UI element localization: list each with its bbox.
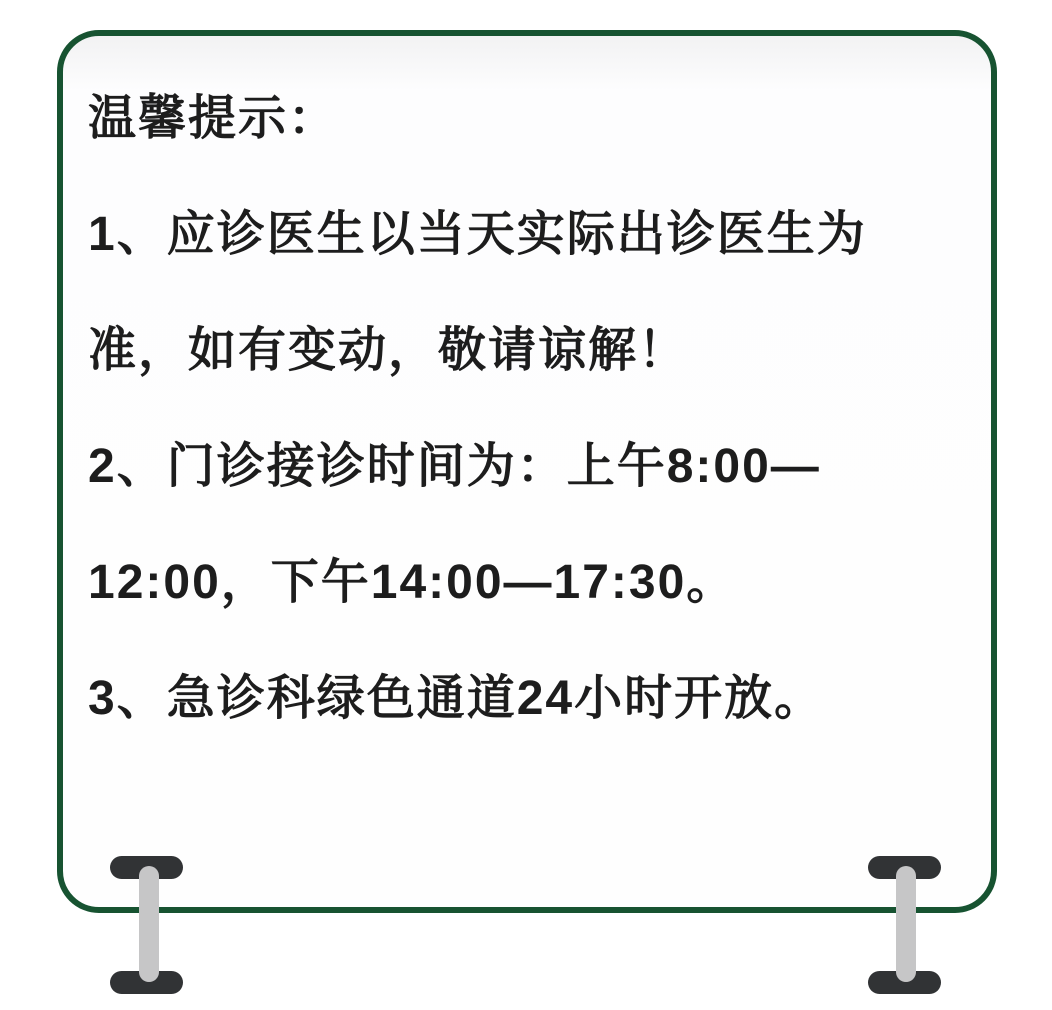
notice-text-block <box>88 92 977 791</box>
notice-line-1: 1、应诊医生以当天实际出诊医生为 <box>88 208 867 261</box>
notice-line-2: 准，如有变动，敬请谅解！ <box>88 324 689 377</box>
notice-line-4: 12:00，下午14:00—17:30。 <box>88 556 737 609</box>
notice-line-5: 3、急诊科绿色通道24小时开放。 <box>88 672 825 725</box>
left-leg-post <box>139 866 159 982</box>
right-leg-post <box>896 866 916 982</box>
notice-title: 温馨提示： <box>88 92 339 145</box>
notice-board <box>57 30 997 913</box>
notice-line-3: 2、门诊接诊时间为：上午8:00— <box>88 440 821 493</box>
